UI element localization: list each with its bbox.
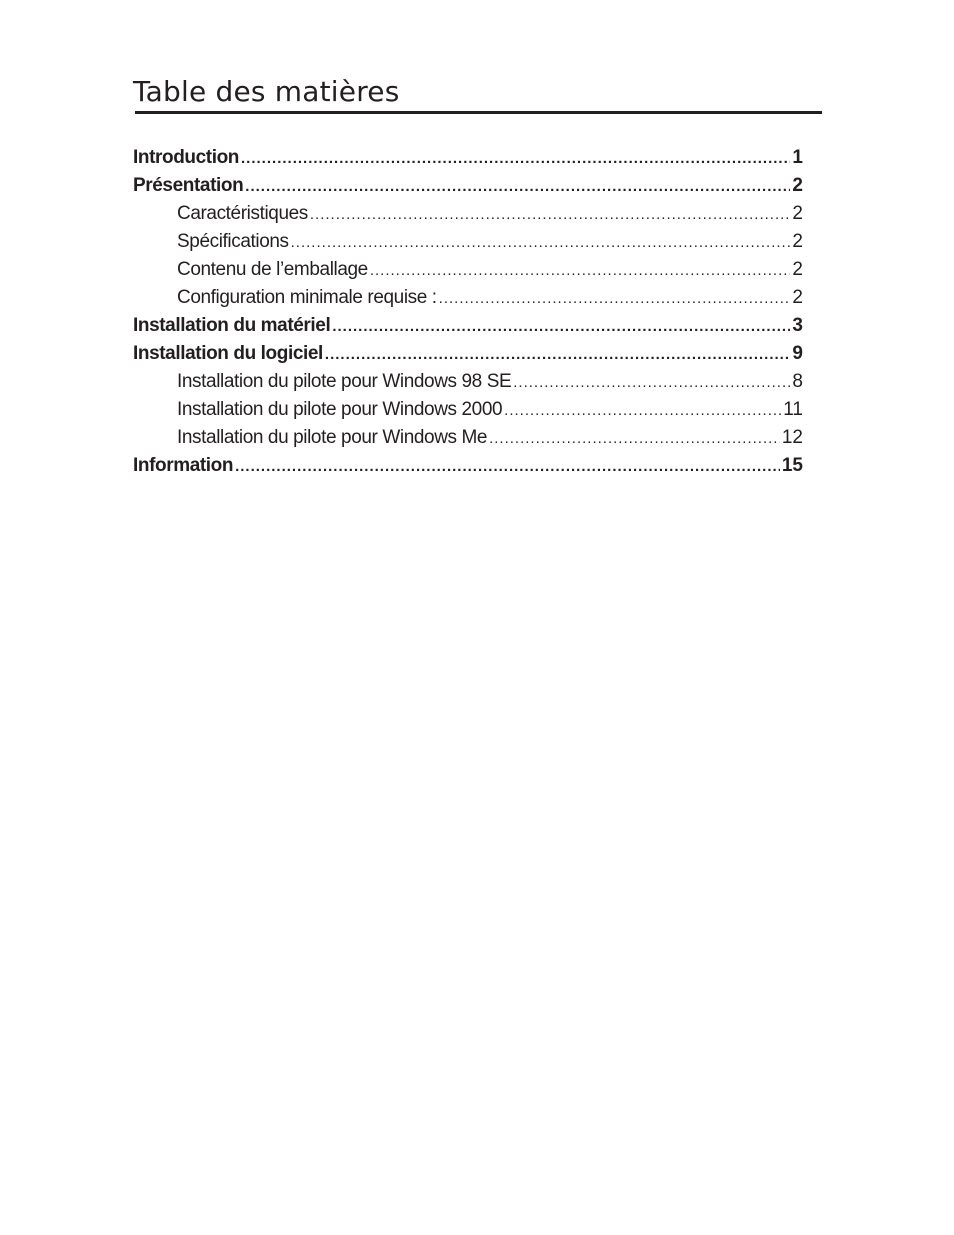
toc-entry-page: 2 — [792, 259, 803, 280]
toc-entry-page: 11 — [783, 399, 803, 420]
toc-entry-installation-materiel[interactable] — [133, 312, 803, 340]
toc-entry-label: Installation du matériel — [133, 315, 331, 336]
toc-entry-installation-logiciel[interactable] — [133, 340, 803, 368]
dot-leader — [235, 453, 780, 481]
dot-leader — [370, 257, 791, 285]
toc-entry-pilote-windows-me[interactable] — [133, 424, 803, 452]
dot-leader — [245, 173, 790, 201]
toc-entry-configuration-minimale[interactable] — [133, 284, 803, 312]
toc-entry-label: Présentation — [133, 175, 244, 196]
toc-entry-page: 9 — [792, 343, 803, 364]
toc-entry-page: 15 — [781, 455, 803, 476]
dot-leader — [332, 313, 790, 341]
dot-leader — [241, 145, 790, 173]
toc-entry-page: 2 — [792, 287, 803, 308]
toc-entry-page: 3 — [792, 315, 803, 336]
toc-entry-pilote-windows-98se[interactable] — [133, 368, 803, 396]
toc-entry-page: 8 — [792, 371, 803, 392]
toc-entry-page: 12 — [781, 427, 803, 448]
dot-leader — [489, 425, 780, 453]
toc-entry-label: Contenu de l’emballage — [177, 259, 368, 280]
toc-entry-label: Information — [133, 455, 234, 476]
dot-leader — [291, 229, 791, 257]
toc-entry-label: Introduction — [133, 147, 240, 168]
title-rule — [135, 111, 822, 114]
toc-entry-label: Spécifications — [177, 231, 289, 252]
dot-leader — [310, 201, 791, 229]
dot-leader — [439, 285, 791, 313]
dot-leader — [504, 397, 781, 425]
toc-entry-introduction[interactable] — [133, 144, 803, 172]
toc-entry-information[interactable] — [133, 452, 803, 480]
table-of-contents — [133, 144, 803, 480]
toc-entry-label: Installation du pilote pour Windows 2000 — [177, 399, 503, 420]
dot-leader — [513, 369, 790, 397]
toc-entry-contenu-emballage[interactable] — [133, 256, 803, 284]
toc-entry-page: 2 — [792, 203, 803, 224]
toc-entry-label: Installation du logiciel — [133, 343, 323, 364]
toc-entry-page: 2 — [792, 231, 803, 252]
toc-entry-label: Installation du pilote pour Windows Me — [177, 427, 488, 448]
page-title: Table des matières — [133, 75, 400, 108]
toc-entry-presentation[interactable] — [133, 172, 803, 200]
toc-entry-page: 1 — [792, 147, 803, 168]
toc-entry-label: Configuration minimale requise : — [177, 287, 437, 308]
toc-entry-caracteristiques[interactable] — [133, 200, 803, 228]
toc-entry-label: Caractéristiques — [177, 203, 308, 224]
toc-entry-page: 2 — [792, 175, 803, 196]
dot-leader — [325, 341, 791, 369]
toc-entry-label: Installation du pilote pour Windows 98 SE — [177, 371, 512, 392]
toc-entry-specifications[interactable] — [133, 228, 803, 256]
toc-entry-pilote-windows-2000[interactable] — [133, 396, 803, 424]
